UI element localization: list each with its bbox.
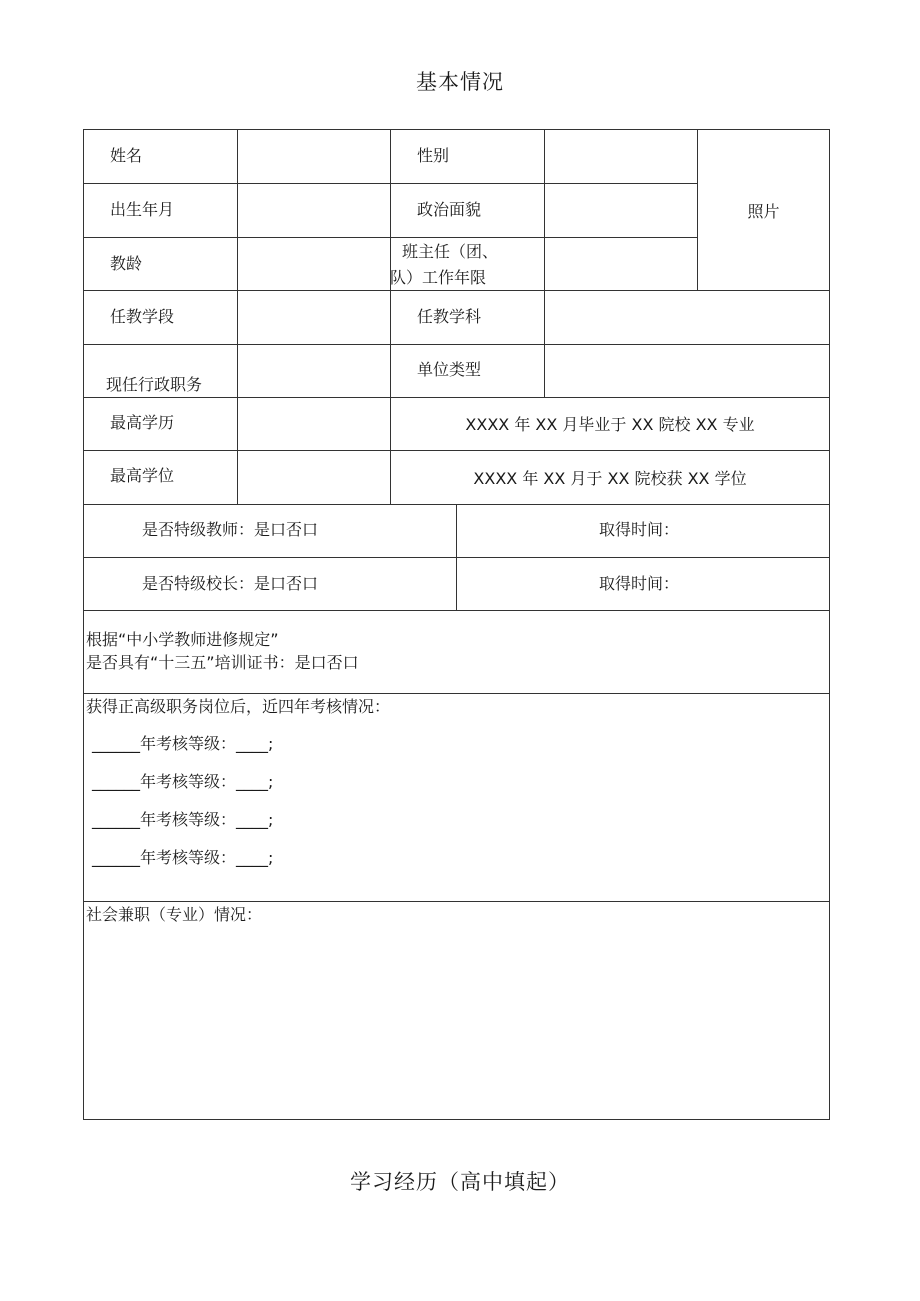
label-teaching-years: 教龄: [110, 254, 143, 273]
col-divider: [456, 504, 457, 610]
grade-blank[interactable]: ____;: [236, 810, 274, 829]
label-highest-education: 最高学历: [110, 413, 175, 432]
label-teaching-subject: 任教学科: [417, 307, 482, 326]
degree-template: XXXX 年 XX 月于 XX 院校获 XX 学位: [473, 468, 747, 488]
assessment-label: 年考核等级：: [140, 810, 237, 829]
special-teacher-check[interactable]: 是否特级教师：是口否口: [142, 520, 319, 539]
row-divider: [84, 610, 829, 611]
assessment-label: 年考核等级：: [140, 848, 237, 867]
social-roles-label: 社会兼职（专业）情况：: [86, 905, 263, 924]
label-head-teacher-line1: 班主任（团、: [402, 242, 499, 261]
label-name: 姓名: [110, 146, 143, 165]
training-line1: 根据“中小学教师进修规定”: [86, 630, 279, 649]
grade-blank[interactable]: ____;: [236, 772, 274, 791]
basic-info-form: [83, 129, 830, 1120]
row-divider: [84, 344, 829, 345]
label-gender: 性别: [417, 146, 450, 165]
label-admin-post: 现任行政职务: [106, 375, 203, 394]
row-divider: [84, 901, 829, 902]
label-photo: 照片: [747, 201, 780, 221]
label-political: 政治面貌: [417, 200, 482, 219]
grade-blank[interactable]: ____;: [236, 848, 274, 867]
education-template: XXXX 年 XX 月毕业于 XX 院校 XX 专业: [465, 415, 755, 434]
col-divider: [237, 397, 238, 504]
row-divider: [84, 290, 829, 291]
special-principal-time: 取得时间：: [599, 574, 680, 593]
label-teaching-stage: 任教学段: [110, 307, 175, 326]
assessment-label: 年考核等级：: [140, 772, 237, 791]
assessment-row[interactable]: [92, 734, 273, 754]
year-blank[interactable]: ______: [92, 772, 140, 791]
year-blank[interactable]: ______: [92, 848, 140, 867]
row-divider: [84, 693, 829, 694]
col-divider: [544, 130, 545, 397]
grade-blank[interactable]: ____;: [236, 734, 274, 753]
assessment-row[interactable]: [92, 772, 273, 792]
section-title-study-history: 学习经历（高中填起）: [350, 1170, 570, 1194]
label-head-teacher-line2: 队）工作年限: [390, 268, 487, 287]
special-principal-check[interactable]: 是否特级校长：是口否口: [142, 574, 319, 593]
label-birth: 出生年月: [110, 200, 175, 219]
special-teacher-time: 取得时间：: [599, 520, 680, 539]
label-unit-type: 单位类型: [417, 360, 482, 379]
assessment-label: 年考核等级：: [140, 734, 237, 753]
label-highest-degree: 最高学位: [110, 466, 175, 485]
training-line2[interactable]: 是否具有“十三五”培训证书：是口否口: [86, 653, 359, 672]
assessment-row[interactable]: [92, 810, 273, 830]
assessment-row[interactable]: [92, 848, 273, 868]
year-blank[interactable]: ______: [92, 810, 140, 829]
year-blank[interactable]: ______: [92, 734, 140, 753]
assessment-heading: 获得正高级职务岗位后，近四年考核情况：: [86, 697, 391, 716]
page-title: 基本情况: [416, 70, 504, 94]
